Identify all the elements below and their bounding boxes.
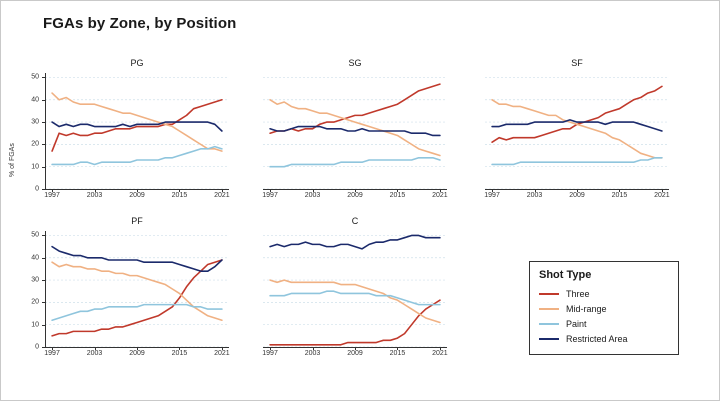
facet-panel-pg	[31, 58, 230, 199]
legend-title: Shot Type	[539, 269, 592, 281]
y-tick	[42, 122, 45, 123]
x-tick-label: 2003	[304, 192, 321, 199]
legend-swatch-three	[539, 293, 559, 295]
x-tick-label: 2003	[526, 192, 543, 199]
x-tick-label: 2021	[214, 192, 230, 199]
y-axis-pf	[45, 231, 46, 347]
y-tick-label: 20	[31, 298, 39, 306]
y-axis-label: % of FGAs	[9, 143, 16, 177]
legend-swatch-paint	[539, 323, 559, 325]
legend-item-restricted-area	[539, 331, 669, 346]
y-tick	[42, 258, 45, 259]
y-tick	[42, 302, 45, 303]
legend-label-paint: Paint	[566, 318, 587, 329]
x-tick-label: 2003	[86, 350, 103, 357]
y-tick-label: 10	[31, 321, 39, 329]
y-tick-label: 10	[31, 163, 39, 171]
facet-title-c: C	[351, 216, 359, 226]
y-axis-pg	[45, 73, 46, 189]
legend-item-three	[539, 286, 669, 301]
plot-area-sg	[263, 73, 447, 189]
facet-panel-sg	[262, 58, 448, 199]
y-tick	[42, 144, 45, 145]
facet-title-sf: SF	[571, 58, 583, 68]
plot-area-pg	[45, 73, 229, 189]
y-tick	[42, 77, 45, 78]
facet-title-pg: PG	[130, 58, 144, 68]
y-tick	[42, 325, 45, 326]
page-title: FGAs by Zone, by Position	[43, 15, 237, 32]
y-tick	[42, 100, 45, 101]
x-tick-label: 2015	[389, 350, 406, 357]
x-tick-label: 1997	[44, 192, 60, 199]
x-tick-label: 1997	[44, 350, 60, 357]
x-tick-label: 2015	[171, 350, 188, 357]
y-tick-label: 50	[31, 231, 39, 239]
plot-area-sf	[485, 73, 669, 189]
facet-title-pf: PF	[131, 216, 143, 226]
x-tick-label: 2015	[611, 192, 628, 199]
x-tick-label: 2009	[347, 350, 363, 357]
y-tick-label: 0	[35, 343, 39, 351]
legend-swatch-restricted-area	[539, 338, 559, 340]
y-tick	[42, 347, 45, 348]
x-tick-label: 2021	[432, 192, 448, 199]
facet-title-sg: SG	[348, 58, 362, 68]
facet-panel-pf	[31, 216, 230, 357]
facet-panel-sf	[484, 58, 670, 199]
x-tick-label: 2021	[654, 192, 670, 199]
legend-swatch-mid-range	[539, 308, 559, 310]
legend	[529, 261, 679, 355]
x-tick-label: 2015	[171, 192, 188, 199]
y-tick	[42, 189, 45, 190]
x-tick-label: 1997	[262, 350, 278, 357]
x-tick-label: 1997	[484, 192, 500, 199]
y-tick	[42, 280, 45, 281]
legend-label-restricted-area: Restricted Area	[566, 333, 628, 344]
legend-item-mid-range	[539, 301, 669, 316]
x-tick-label: 2009	[129, 192, 145, 199]
y-tick-label: 40	[31, 96, 39, 104]
plot-area-pf	[45, 231, 229, 347]
y-tick-label: 40	[31, 254, 39, 262]
plot-area-c	[263, 231, 447, 347]
x-tick-label: 2009	[129, 350, 145, 357]
x-tick-label: 1997	[262, 192, 278, 199]
x-tick-label: 2021	[432, 350, 448, 357]
x-tick-label: 2015	[389, 192, 406, 199]
y-tick-label: 20	[31, 140, 39, 148]
y-tick-label: 30	[31, 276, 39, 284]
x-tick-label: 2009	[569, 192, 585, 199]
legend-label-three: Three	[566, 288, 590, 299]
x-tick-label: 2021	[214, 350, 230, 357]
x-tick-label: 2003	[304, 350, 321, 357]
y-tick-label: 50	[31, 73, 39, 81]
y-tick-label: 30	[31, 118, 39, 126]
x-tick-label: 2003	[86, 192, 103, 199]
facet-panel-c	[262, 216, 448, 357]
legend-item-paint	[539, 316, 669, 331]
y-tick	[42, 167, 45, 168]
legend-label-mid-range: Mid-range	[566, 303, 607, 314]
x-tick-label: 2009	[347, 192, 363, 199]
y-tick	[42, 235, 45, 236]
y-tick-label: 0	[35, 185, 39, 193]
